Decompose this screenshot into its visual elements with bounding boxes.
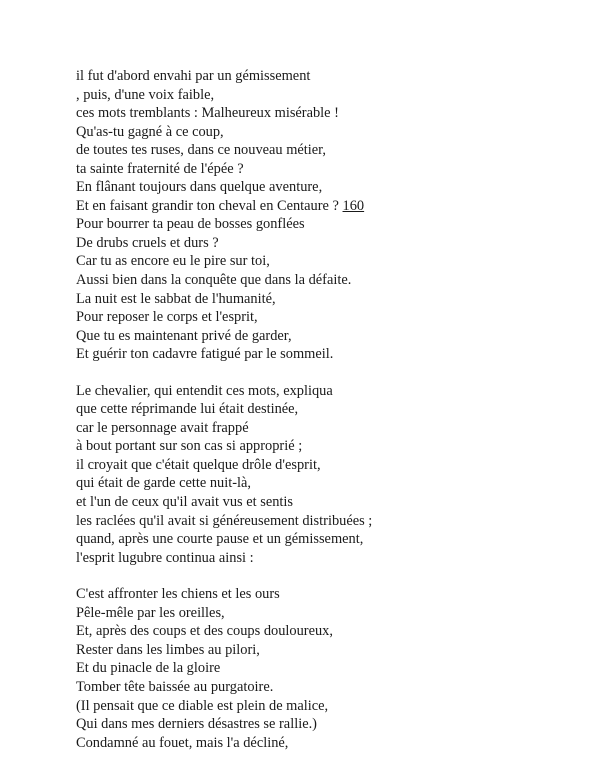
verse-line: De drubs cruels et durs ?	[76, 234, 219, 251]
verse-line: Et, après des coups et des coups douloureux,	[76, 623, 333, 640]
verse-line: Et guérir ton cadavre fatigué par le sommeil.	[76, 346, 334, 363]
verse-line: La nuit est le sabbat de l'humanité,	[76, 290, 276, 307]
verse-line: car le personnage avait frappé	[76, 419, 249, 436]
verse-line: (Il pensait que ce diable est plein de malice,	[76, 697, 329, 714]
stanza-3	[76, 585, 576, 752]
verse-line: , puis, d'une voix faible,	[76, 86, 215, 103]
verse-line: Rester dans les limbes au pilori,	[76, 641, 260, 658]
verse-line: il fut d'abord envahi par un gémissement	[76, 68, 311, 84]
verse-line: il croyait que c'était quelque drôle d'esprit,	[76, 456, 321, 473]
verse-line: Condamné au fouet, mais l'a décliné,	[76, 734, 289, 751]
verse-line: l'esprit lugubre continua ainsi :	[76, 549, 254, 566]
verse-line: Aussi bien dans la conquête que dans la défaite.	[76, 272, 352, 289]
verse-line: que cette réprimande lui était destinée,	[76, 401, 299, 418]
verse-line: Qui dans mes derniers désastres se rallie.)	[76, 716, 317, 733]
verse-line: Que tu es maintenant privé de garder,	[76, 327, 292, 344]
document-page	[76, 67, 576, 752]
verse-line: Tomber tête baissée au purgatoire.	[76, 678, 274, 695]
verse-line: Et du pinacle de la gloire	[76, 660, 221, 677]
verse-line: qui était de garde cette nuit-là,	[76, 475, 252, 492]
stanza-2	[76, 382, 576, 567]
verse-line: à bout portant sur son cas si approprié ;	[76, 438, 303, 455]
verse-line: Pour reposer le corps et l'esprit,	[76, 309, 258, 326]
verse-line: Car tu as encore eu le pire sur toi,	[76, 253, 270, 270]
verse-line-with-reference	[76, 197, 576, 216]
verse-line: Le chevalier, qui entendit ces mots, expliqua	[76, 382, 333, 399]
stanza-1	[76, 67, 576, 364]
line-reference-link[interactable]: 160	[342, 197, 365, 214]
verse-line: Qu'as-tu gagné à ce coup,	[76, 123, 224, 140]
verse-line: En flânant toujours dans quelque aventure,	[76, 179, 323, 196]
verse-line: quand, après une courte pause et un gémissement,	[76, 531, 364, 548]
verse-line: ces mots tremblants : Malheureux misérable !	[76, 105, 339, 122]
verse-line: les raclées qu'il avait si généreusement distribuées ;	[76, 512, 373, 529]
verse-line: de toutes tes ruses, dans ce nouveau métier,	[76, 142, 326, 159]
verse-line: Pêle-mêle par les oreilles,	[76, 604, 225, 621]
verse-line: C'est affronter les chiens et les ours	[76, 586, 280, 603]
verse-line: ta sainte fraternité de l'épée ?	[76, 160, 244, 177]
verse-line: Pour bourrer ta peau de bosses gonflées	[76, 216, 305, 233]
verse-line: et l'un de ceux qu'il avait vus et sentis	[76, 494, 293, 511]
verse-text: Et en faisant grandir ton cheval en Centaure ?	[76, 197, 339, 214]
